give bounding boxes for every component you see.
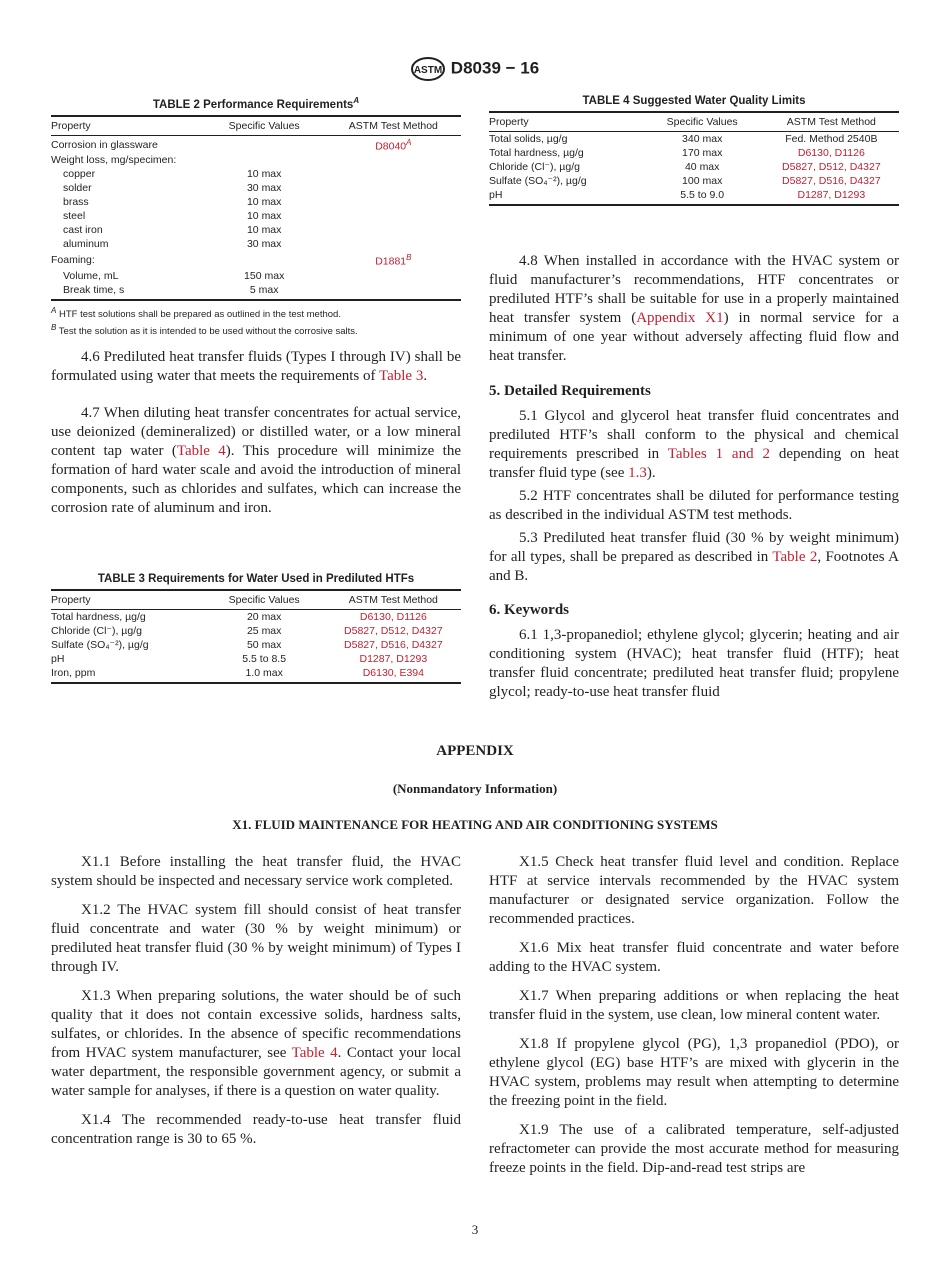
- section-heading-5: 5. Detailed Requirements: [489, 383, 651, 399]
- cell-method: [326, 283, 461, 300]
- cell-value: [203, 251, 326, 269]
- table-row: [489, 174, 899, 188]
- cell-method: Fed. Method 2540B: [785, 133, 878, 145]
- cell-property: steel: [63, 210, 86, 223]
- table-row: [51, 666, 461, 683]
- table-row: [51, 237, 461, 251]
- cell-value: 50 max: [246, 639, 282, 651]
- table-3: [51, 572, 461, 684]
- column-header: Property: [51, 116, 203, 136]
- cell-property: copper: [63, 168, 96, 181]
- footnote-mark: A: [51, 305, 57, 315]
- paragraph-x1-3: X1.3 When preparing solutions, the water should be of such quality that it does not contain excessive solids, hardness salts, sulfates, or chlorides. In the absence of specific recommendations from HVAC system manufacturer, see Table 4. Contact your local water department, the responsible government agency, or submit a water sample for analyses, if there is a question on water quality.: [51, 988, 461, 1099]
- cell-method: [326, 251, 461, 269]
- cell-value: 5 max: [203, 283, 326, 300]
- link-appendix-x1[interactable]: Appendix X1: [636, 310, 724, 326]
- table-row: [51, 195, 461, 209]
- cell-property: Chloride (Cl⁻), µg/g: [489, 161, 580, 173]
- footnote: [51, 321, 461, 338]
- cell-property: Total solids, µg/g: [489, 133, 568, 145]
- astm-logo-icon: [411, 57, 445, 81]
- cell-property: pH: [489, 188, 641, 205]
- cell-value: 10 max: [246, 196, 282, 209]
- paragraph-5-1: 5.1 Glycol and glycerol heat transfer fluid concentrates and prediluted HTF’s shall conform to the physical and chemical requirements prescribed in Tables 1 and 2 depending on heat transfer fluid type (see 1.3).: [489, 408, 900, 481]
- link-table-4[interactable]: Table 4: [176, 443, 226, 459]
- cell-value: 5.5 to 8.5: [242, 653, 287, 665]
- link-table-4[interactable]: Table 4: [291, 1045, 338, 1061]
- cell-method: [326, 610, 461, 625]
- cell-method: [326, 153, 461, 167]
- paragraph-x1-9: X1.9 The use of a calibrated temperature, self-adjusted refractometer can provide the most accurate method for measuring freeze points in the field. Dip-and-read test strips are: [489, 1122, 899, 1176]
- link-tables-1-2[interactable]: Tables 1 and 2: [667, 446, 770, 462]
- footnote-text: Test the solution as it is intended to be used without the corrosive salts.: [56, 326, 358, 338]
- test-method-link[interactable]: D5827, D512, D4327: [344, 625, 443, 637]
- link-table-3[interactable]: Table 3: [378, 368, 424, 384]
- appendix-right-column: [489, 853, 899, 1188]
- footnote: [51, 304, 461, 321]
- appendix-left-column: [51, 853, 461, 1159]
- paragraph-5-2: 5.2 HTF concentrates shall be diluted for performance testing as described in the individual ASTM test methods.: [489, 488, 899, 523]
- test-method-link[interactable]: D5827, D516, D4327: [344, 639, 443, 651]
- table-footnotes: [51, 304, 461, 338]
- page-number: 3: [471, 1222, 479, 1237]
- cell-property: solder: [63, 182, 92, 195]
- cell-property: cast iron: [63, 224, 103, 237]
- cell-value: 170 max: [682, 147, 723, 159]
- cell-value: 5.5 to 9.0: [641, 188, 764, 205]
- footnote-mark: A: [406, 137, 412, 147]
- cell-value: 30 max: [246, 238, 282, 251]
- cell-value: 40 max: [684, 161, 720, 173]
- cell-method: [326, 167, 461, 181]
- cell-property: pH: [51, 653, 65, 665]
- column-header: Specific Values: [641, 112, 764, 132]
- cell-method: [326, 638, 461, 652]
- column-header: ASTM Test Method: [764, 112, 899, 132]
- table-row: [51, 269, 461, 283]
- appendix-subtitle: (Nonmandatory Information): [392, 781, 558, 796]
- page-header: [0, 57, 950, 81]
- svg-text:ASTM: ASTM: [413, 65, 442, 76]
- table-2: [51, 94, 461, 338]
- test-method-link[interactable]: D8040: [375, 140, 407, 153]
- paragraph-4-6: 4.6 Prediluted heat transfer fluids (Types I through IV) shall be formulated using water that meets the requirements of Table 3.: [51, 349, 461, 384]
- cell-method: [326, 666, 461, 683]
- test-method-link[interactable]: D1287, D1293: [797, 189, 866, 201]
- cell-value: 1.0 max: [203, 666, 326, 683]
- cell-method: [326, 237, 461, 251]
- column-header: Specific Values: [203, 590, 326, 610]
- column-header: ASTM Test Method: [326, 116, 461, 136]
- column-header: ASTM Test Method: [326, 590, 461, 610]
- cell-property: Total hardness, µg/g: [489, 147, 584, 159]
- paragraph-6-1: 6.1 1,3-propanediol; ethylene glycol; glycerin; heating and air conditioning system (HVAC); heat transfer fluid (HTF); heat transfer fluid concentrate; prediluted heat transfer fluid; propylene glycol; ready-to-use heat transfer fluid: [489, 627, 899, 700]
- cell-method: [764, 188, 899, 205]
- cell-property: Iron, ppm: [51, 666, 203, 683]
- paragraph-x1-5: X1.5 Check heat transfer fluid level and condition. Replace HTF at service intervals recommended by the HVAC system manufacturer or designated service organization. Follow the recommended practices.: [489, 854, 899, 927]
- section-heading-6: 6. Keywords: [489, 602, 569, 618]
- test-method-link[interactable]: D5827, D512, D4327: [782, 161, 881, 173]
- table-row: [51, 610, 461, 625]
- paragraph-4-8: 4.8 When installed in accordance with the HVAC system or fluid manufacturer’s recommendations, HTF concentrates or prediluted HTF’s shall be suitable for use in a properly maintained heat transfer system (Appendix X1) in normal service for a minimum of one year without adversely affecting fluid flow and heat transfer.: [489, 253, 900, 364]
- test-method-link[interactable]: D1881: [375, 255, 407, 268]
- cell-method: [326, 269, 461, 283]
- column-header: Property: [51, 590, 203, 610]
- cell-method: [326, 181, 461, 195]
- paragraph-x1-7: X1.7 When preparing additions or when replacing the heat transfer fluid in the system, use clean, low mineral content water.: [489, 988, 899, 1023]
- table-row: [489, 160, 899, 174]
- link-table-2[interactable]: Table 2: [772, 549, 818, 565]
- appendix-section-heading: X1. FLUID MAINTENANCE FOR HEATING AND AIR CONDITIONING SYSTEMS: [232, 817, 718, 832]
- cell-property: aluminum: [63, 238, 109, 251]
- test-method-link[interactable]: D1287, D1293: [359, 653, 428, 665]
- table-title: TABLE 3 Requirements for Water Used in Prediluted HTFs: [97, 573, 415, 585]
- cell-method: [326, 223, 461, 237]
- cell-method: [326, 195, 461, 209]
- cell-method: [764, 146, 899, 160]
- footnote-text: HTF test solutions shall be prepared as outlined in the test method.: [56, 308, 341, 320]
- cell-property: Chloride (Cl⁻), µg/g: [51, 625, 142, 637]
- test-method-link[interactable]: D6130, D1126: [797, 147, 865, 159]
- column-header: Property: [489, 112, 641, 132]
- paragraph-x1-4: X1.4 The recommended ready-to-use heat transfer fluid concentration range is 30 to 65 %.: [51, 1112, 461, 1147]
- cell-value: 10 max: [246, 168, 282, 181]
- table-row: [51, 223, 461, 237]
- table-row: [51, 283, 461, 300]
- column-header: Specific Values: [203, 116, 326, 136]
- cell-property: Corrosion in glassware: [51, 138, 158, 151]
- paragraph-5-3: 5.3 Prediluted heat transfer fluid (30 % by weight minimum) for all types, shall be prepared as described in Table 2, Footnotes A and B.: [489, 530, 899, 584]
- test-method-link[interactable]: D5827, D516, D4327: [782, 175, 881, 187]
- table-row: [51, 251, 461, 269]
- left-column: [51, 348, 461, 518]
- designation: D8039 − 16: [450, 58, 540, 78]
- footnote-mark: B: [51, 322, 57, 332]
- footnote-mark: B: [406, 253, 412, 263]
- cell-property: Foaming:: [51, 254, 95, 267]
- cell-property: brass: [63, 196, 89, 209]
- table-title: TABLE 2 Performance Requirements$^A$: [152, 96, 360, 111]
- cell-method: [764, 174, 899, 188]
- cell-property: Break time, s: [51, 283, 203, 300]
- table-row: [489, 146, 899, 160]
- table-title: TABLE 4 Suggested Water Quality Limits: [582, 95, 806, 107]
- table-row: [51, 153, 461, 167]
- cell-value: 150 max: [244, 269, 285, 282]
- cell-method: [326, 652, 461, 666]
- cell-value: 25 max: [246, 625, 282, 637]
- paragraph-x1-2: X1.2 The HVAC system fill should consist of heat transfer fluid concentrate and water (30 % by weight minimum) or prediluted heat transfer fluid (30 % by weight minimum) of Types I through IV.: [51, 902, 461, 975]
- cell-value: 10 max: [246, 210, 282, 223]
- cell-method: [326, 624, 461, 638]
- cell-value: 10 max: [246, 224, 282, 237]
- table-row: [51, 638, 461, 652]
- table-row: [51, 181, 461, 195]
- table-row: [51, 167, 461, 181]
- appendix-title: APPENDIX: [436, 743, 514, 759]
- table-4: [489, 94, 899, 206]
- right-column: [489, 252, 899, 702]
- cell-value: [203, 153, 326, 167]
- test-method-link[interactable]: D6130, E394: [362, 667, 424, 679]
- cell-property: Weight loss, mg/specimen:: [51, 154, 177, 167]
- table-row: [51, 209, 461, 223]
- test-method-link[interactable]: D6130, D1126: [359, 611, 427, 623]
- cell-method: [326, 209, 461, 223]
- cell-property: Sulfate (SO₄⁻²), µg/g: [489, 175, 587, 187]
- link-1-3[interactable]: 1.3: [628, 465, 647, 481]
- paragraph-x1-1: X1.1 Before installing the heat transfer fluid, the HVAC system should be inspected and necessary service work completed.: [51, 854, 461, 889]
- paragraph-4-7: 4.7 When diluting heat transfer concentrates for actual service, use deionized (demineralized) or distilled water, or a low mineral content tap water (Table 4). This procedure will minimize the formation of hard water scale and avoid the introduction of mineral components, such as chlorides and sulfates, which can increase the corrosion rate of aluminum and iron.: [51, 405, 461, 516]
- paragraph-x1-8: X1.8 If propylene glycol (PG), 1,3 propanediol (PDO), or ethylene glycol (EG) base HTF’s are mixed with glycerin in the HVAC system, problems may result when attempting to determine the freezing point in the field.: [489, 1036, 899, 1109]
- table-row: [51, 135, 461, 153]
- cell-value: 30 max: [246, 182, 282, 195]
- cell-method: [764, 160, 899, 174]
- cell-property: Sulfate (SO₄⁻²), µg/g: [51, 639, 149, 651]
- cell-method: [326, 135, 461, 153]
- cell-value: [203, 135, 326, 153]
- cell-property: Total hardness, µg/g: [51, 611, 146, 623]
- cell-value: 100 max: [682, 175, 723, 187]
- table-row: [51, 652, 461, 666]
- table-row: [489, 132, 899, 147]
- cell-value: 20 max: [246, 611, 282, 623]
- cell-property: Volume, mL: [63, 269, 119, 282]
- table-row: [489, 188, 899, 205]
- paragraph-x1-6: X1.6 Mix heat transfer fluid concentrate and water before adding to the HVAC system.: [489, 940, 899, 975]
- cell-value: 340 max: [682, 133, 723, 145]
- table-row: [51, 624, 461, 638]
